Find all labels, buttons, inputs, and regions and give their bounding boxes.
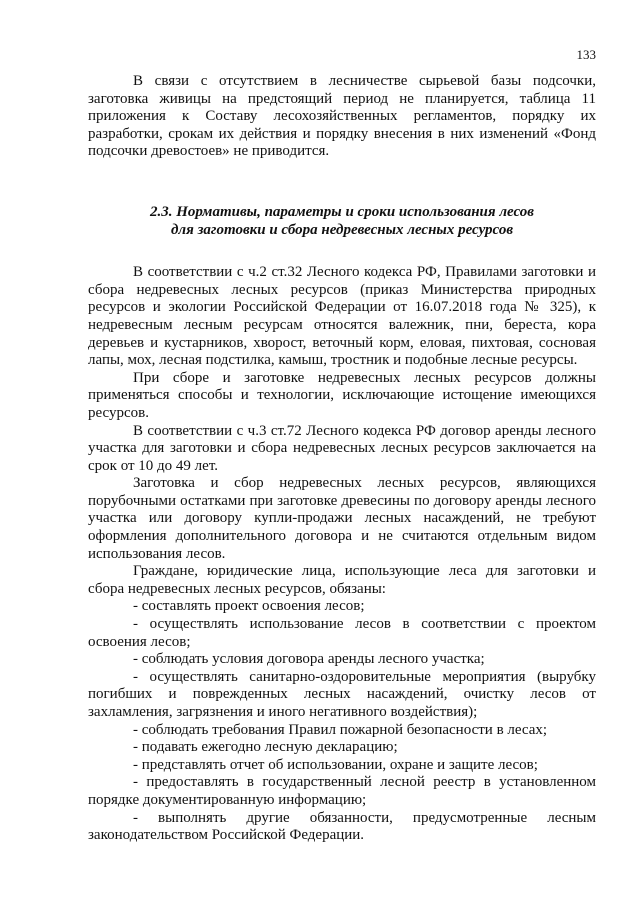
intro-paragraph: В связи с отсутствием в лесничестве сырьевой базы подсочки, заготовка живицы на предстоящий период не планируется, таблица 11 приложения к Составу лесохозяйственных регламентов, порядку их разработки, срокам их действия и порядку внесения в них изменений «Фонд подсочки древостоев» не приводится. — [88, 73, 596, 160]
list-item: - осуществлять санитарно-оздоровительные мероприятия (вырубку погибших и поврежденных лесных насаждений, очистку лесов от захламления, загрязнения и иного негативного воздействия); — [88, 668, 596, 720]
body-paragraph: При сборе и заготовке недревесных лесных ресурсов должны применяться способы и технологии, исключающие истощение имеющихся ресурсов. — [88, 369, 596, 421]
section-heading-line-2: для заготовки и сбора недревесных лесных ресурсов — [170, 221, 514, 238]
body-paragraph: В соответствии с ч.2 ст.32 Лесного кодекса РФ, Правилами заготовки и сбора недревесных лесных ресурсов (приказ Министерства природных ресурсов и экологии Российской Федерации от 16.07.2018 года № 325), к недревесным лесным ресурсам относятся валежник, пни, береста, кора деревьев и кустарников, хворост, веточный корм, еловая, пихтовая, сосновая лапы, мох, лесная подстилка, камыш, тростник и подобные лесные ресурсы. — [88, 264, 596, 369]
page-content — [88, 73, 596, 845]
list-item: - соблюдать требования Правил пожарной безопасности в лесах; — [133, 721, 548, 738]
list-item: - предоставлять в государственный лесной реестр в установленном порядке документированную информацию; — [88, 774, 596, 808]
body-paragraph: Заготовка и сбор недревесных лесных ресурсов, являющихся порубочными остатками при заготовке древесины по договору аренды лесного участка или договору купли-продажи лесных насаждений, не требуют оформления дополнительного договора и не считаются отдельным видом использования лесов. — [88, 475, 596, 562]
list-item: - выполнять другие обязанности, предусмотренные лесным законодательством Российской Федерации. — [88, 809, 596, 844]
list-item: - составлять проект освоения лесов; — [133, 598, 365, 615]
body-paragraph: Граждане, юридические лица, использующие леса для заготовки и сбора недревесных лесных ресурсов, обязаны: — [88, 563, 596, 597]
page-number: 133 — [576, 47, 596, 62]
list-item: - соблюдать условия договора аренды лесного участка; — [133, 651, 485, 668]
obligations-list — [88, 598, 596, 844]
list-item: - осуществлять использование лесов в соответствии с проектом освоения лесов; — [88, 616, 596, 650]
body-paragraph: В соответствии с ч.3 ст.72 Лесного кодекса РФ договор аренды лесного участка для заготовки и сбора недревесных лесных ресурсов заключается на срок от 10 до 49 лет. — [88, 422, 596, 474]
list-item: - представлять отчет об использовании, охране и защите лесов; — [133, 756, 538, 773]
section-heading-line-1: 2.3. Нормативы, параметры и сроки использования лесов — [150, 203, 534, 220]
section-heading — [88, 204, 596, 239]
list-item: - подавать ежегодно лесную декларацию; — [133, 739, 398, 756]
